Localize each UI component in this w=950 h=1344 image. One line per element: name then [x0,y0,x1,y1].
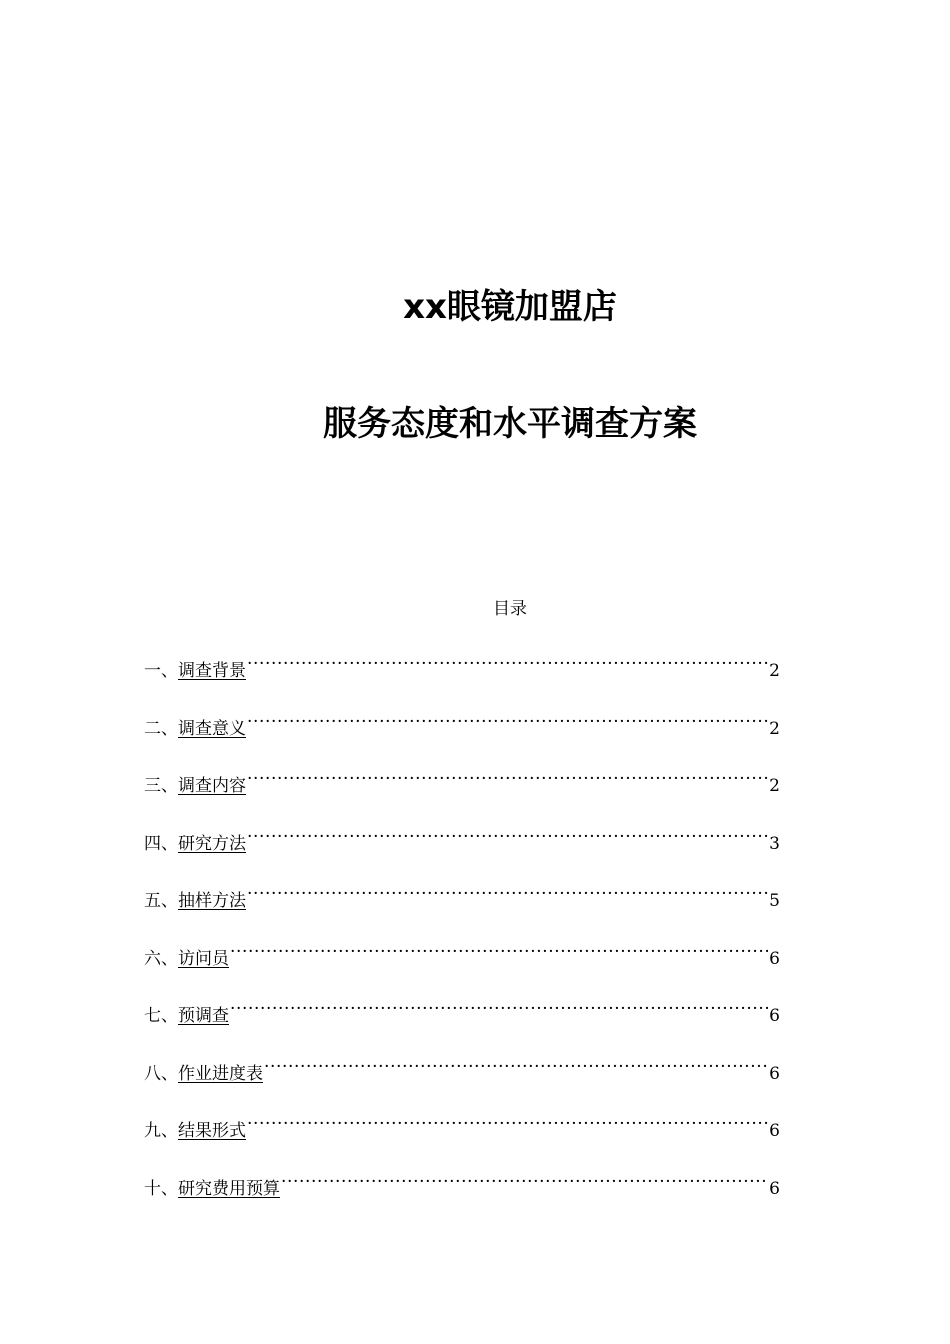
toc-entry[interactable] [144,652,780,710]
toc-entry-link[interactable]: 作业进度表 [178,1063,263,1084]
toc-entry-link[interactable]: 调查背景 [178,661,246,681]
toc-entry-number: 七、 [144,1006,178,1026]
toc-dot-leader [230,940,768,964]
toc-entry[interactable] [144,882,780,940]
document-title-line-1: xx眼镜加盟店 [403,287,617,327]
toc-dot-leader [247,882,768,906]
toc-entry-link[interactable]: 预调查 [178,1006,229,1026]
toc-entry-link[interactable]: 结果形式 [178,1121,246,1141]
toc-entry-page: 6 [769,1006,780,1026]
toc-entry-link[interactable]: 抽样方法 [178,891,246,911]
toc-dot-leader [247,825,768,849]
toc-entry-page: 3 [769,833,780,854]
toc-entry[interactable] [144,1112,780,1170]
toc-dot-leader [247,767,768,791]
toc-heading: 目录 [493,599,527,619]
toc-entry-number: 十、 [144,1178,178,1199]
toc-entry-number: 一、 [144,661,178,681]
toc-entry-number: 三、 [144,776,178,796]
toc-dot-leader [264,1055,768,1079]
toc-dot-leader [247,652,768,676]
toc-entry-page: 6 [769,948,780,969]
toc-entry-page: 6 [769,1178,780,1199]
toc-dot-leader [247,1112,768,1136]
toc-entry-link[interactable]: 调查内容 [178,776,246,796]
toc-entry[interactable] [144,940,780,998]
toc-dot-leader [230,997,768,1021]
toc-entry-number: 五、 [144,891,178,911]
toc-entry-page: 5 [769,891,780,911]
toc-entry-page: 2 [769,776,780,796]
toc-entry-number: 六、 [144,948,178,969]
toc-entry-number: 八、 [144,1063,178,1084]
toc-entry[interactable] [144,710,780,768]
toc-entry[interactable] [144,767,780,825]
toc-entry-number: 二、 [144,718,178,739]
toc-entry[interactable] [144,1170,780,1228]
table-of-contents [144,652,780,1227]
toc-entry-page: 2 [769,718,780,739]
toc-entry[interactable] [144,1055,780,1113]
toc-entry-page: 2 [769,661,780,681]
toc-entry-page: 6 [769,1063,780,1084]
document-title-line-2: 服务态度和水平调查方案 [323,404,697,444]
toc-entry-number: 九、 [144,1121,178,1141]
toc-entry-number: 四、 [144,833,178,854]
toc-entry-link[interactable]: 访问员 [178,948,229,969]
toc-entry[interactable] [144,825,780,883]
toc-dot-leader [247,710,768,734]
toc-entry-link[interactable]: 研究费用预算 [178,1178,280,1199]
toc-dot-leader [281,1170,768,1194]
toc-entry[interactable] [144,997,780,1055]
toc-entry-link[interactable]: 调查意义 [178,718,246,739]
toc-entry-page: 6 [769,1121,780,1141]
toc-entry-link[interactable]: 研究方法 [178,833,246,854]
